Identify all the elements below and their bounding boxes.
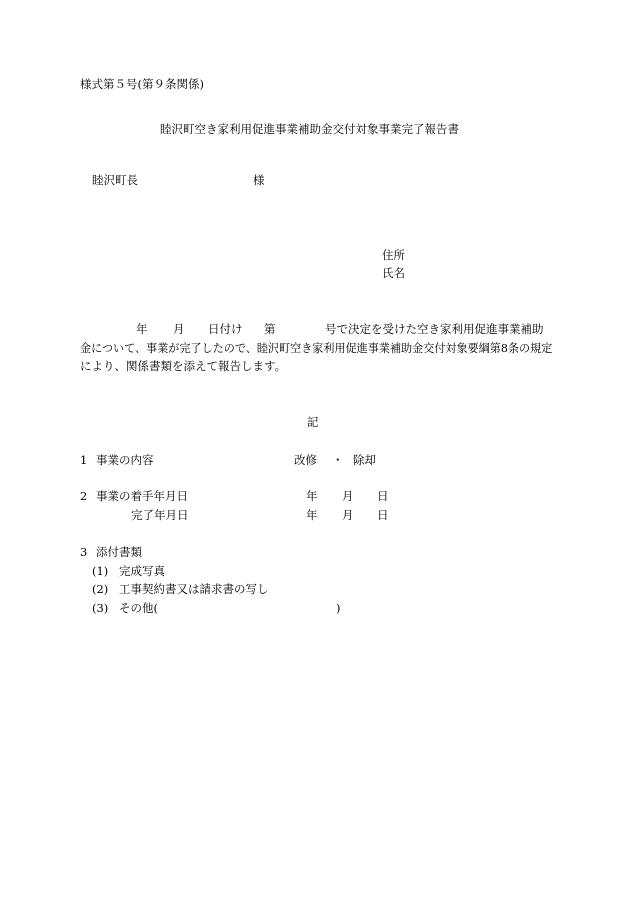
item-2-end-month: 月 [342, 508, 354, 522]
document-title: 睦沢町空き家利用促進事業補助金交付対象事業完了報告書 [160, 122, 459, 136]
body-line1-rest: 号で決定を受けた空き家利用促進事業補助 [325, 322, 544, 336]
attachment-2 [0, 584, 630, 598]
address-label: 住所 [382, 248, 405, 262]
body-number-prefix: 第 [264, 322, 276, 336]
item-3-label: 添付書類 [96, 545, 142, 559]
attachment-2-text: 工事契約書又は請求書の写し [119, 582, 269, 596]
attachment-1-number: (1) [92, 564, 109, 578]
item-1-option-demolition: 除却 [353, 453, 376, 467]
item-2-end-day: 日 [377, 508, 389, 522]
body-line-3: により、関係書類を添えて報告します。 [80, 359, 287, 373]
item-1-label: 事業の内容 [96, 453, 154, 467]
form-number: 様式第５号(第９条関係) [80, 77, 204, 91]
attachment-2-number: (2) [92, 582, 109, 596]
item-1-option-renovation: 改修 [294, 453, 317, 467]
item-3-number: 3 [80, 545, 88, 559]
attachment-3-text: その他( [119, 601, 158, 615]
addressee-name: 睦沢町長 [92, 173, 138, 187]
item-3 [0, 547, 630, 561]
item-2-start-label: 事業の着手年月日 [96, 489, 188, 503]
body-dated: 日付け [208, 322, 243, 336]
item-2-end-year: 年 [306, 508, 318, 522]
body-line-2: 金について、事業が完了したので、睦沢町空き家利用促進事業補助金交付対象要綱第8条の規定 [80, 342, 553, 355]
attachment-3 [0, 603, 630, 617]
attachment-3-close: ) [336, 601, 341, 615]
item-2-start-year: 年 [306, 489, 318, 503]
name-label: 氏名 [382, 266, 405, 280]
attachment-1 [0, 566, 630, 580]
item-2-number: 2 [80, 489, 88, 503]
body-line-1 [0, 324, 630, 338]
item-2-start-day: 日 [377, 489, 389, 503]
body-year: 年 [136, 322, 148, 336]
item-2-start-month: 月 [342, 489, 354, 503]
item-1-number: 1 [80, 453, 88, 467]
item-2-end-label: 完了年月日 [131, 508, 189, 522]
item-2-start [0, 491, 630, 505]
item-1 [0, 455, 630, 469]
body-month: 月 [173, 322, 185, 336]
item-1-separator: ・ [332, 453, 344, 467]
ki-heading: 記 [307, 415, 319, 429]
attachment-3-number: (3) [92, 601, 109, 615]
item-2-end [0, 510, 630, 524]
addressee-line [0, 175, 630, 189]
addressee-honorific: 様 [253, 173, 265, 187]
attachment-1-text: 完成写真 [119, 564, 165, 578]
